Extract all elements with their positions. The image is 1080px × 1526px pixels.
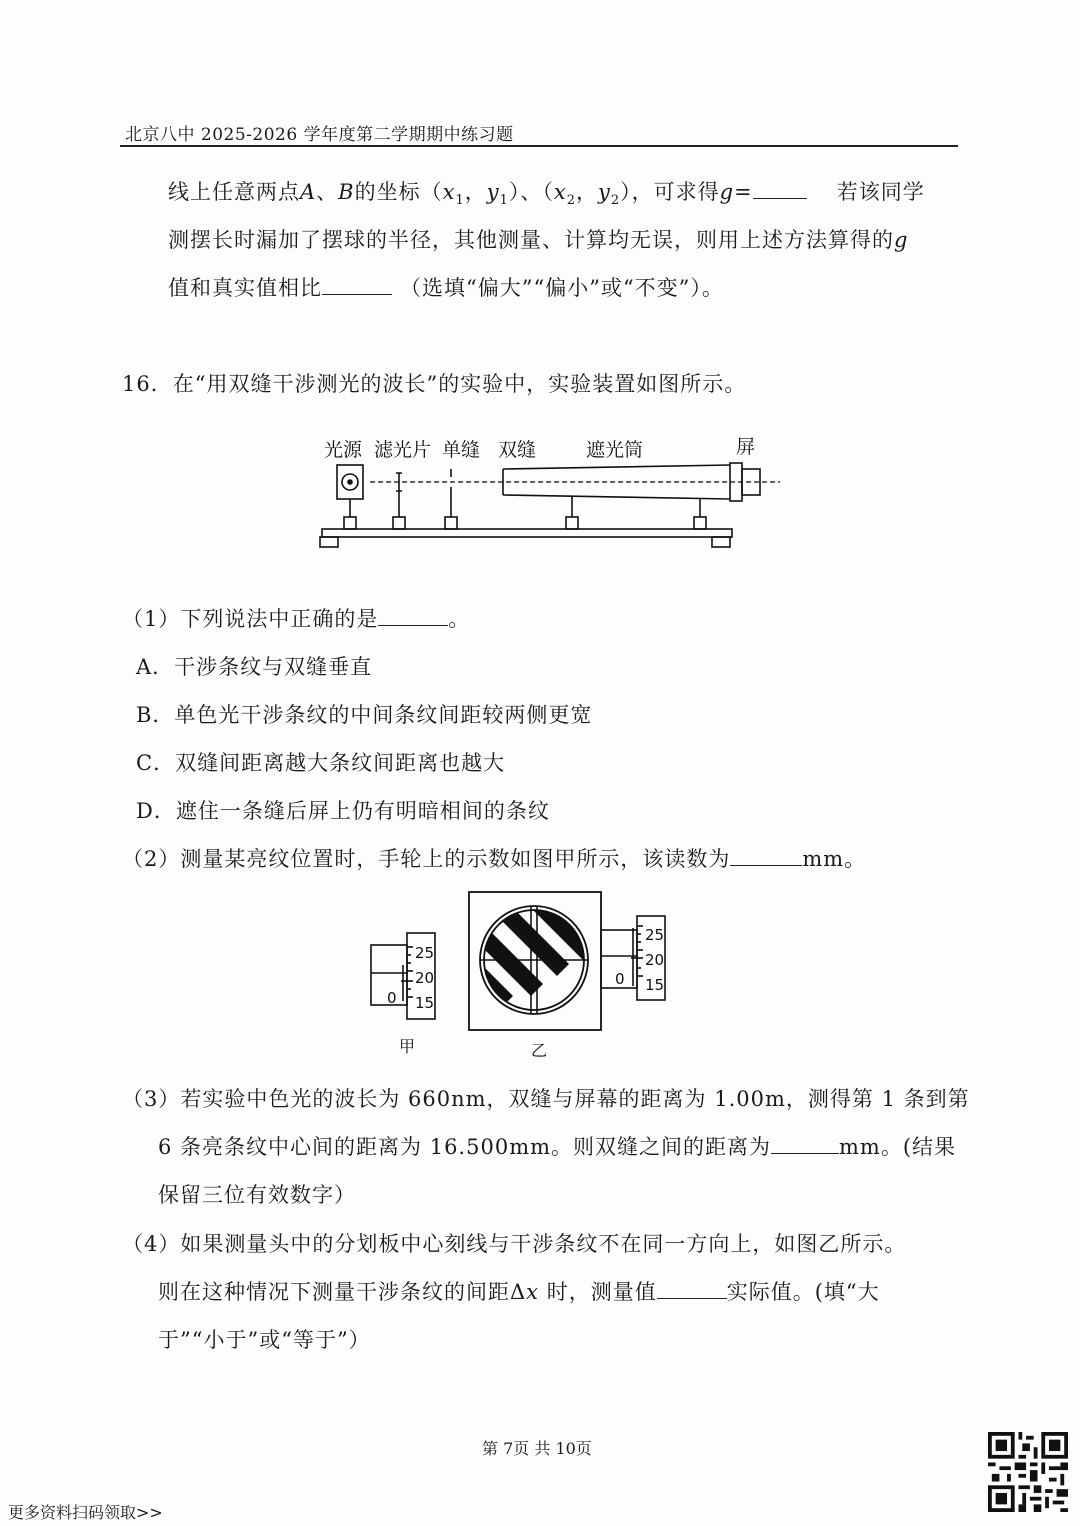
text: 6 条亮条纹中心间的距离为 16.500mm。则双缝之间的距离为 [158, 1135, 772, 1159]
option-c: C．双缝间距离越大条纹间距离也越大 [136, 751, 506, 775]
text: 若该同学 [836, 180, 925, 204]
figure-label-yi: 乙 [531, 1041, 548, 1060]
text: = [734, 180, 753, 204]
figure-label-jia: 甲 [399, 1037, 416, 1056]
text: ）、（ [508, 180, 554, 204]
label-screen: 屏 [736, 436, 756, 458]
answer-blank[interactable] [657, 1280, 727, 1299]
text: 、 [316, 180, 339, 204]
answer-blank[interactable] [378, 607, 448, 626]
q16-part1 [122, 603, 470, 633]
q16-part3-line2 [158, 1131, 956, 1161]
tick-25: 25 [645, 926, 665, 944]
var-x: x [526, 1280, 540, 1304]
point-a: A [300, 180, 317, 204]
q16-part4-line3: 于”“小于”或“等于”） [158, 1328, 371, 1352]
figure-yi [465, 888, 690, 1063]
figure-jia [365, 925, 455, 1060]
header-divider [120, 145, 958, 147]
tick-20: 20 [415, 969, 435, 987]
option-b: B．单色光干涉条纹的中间条纹间距较两侧更宽 [136, 703, 593, 727]
text: 时，测量值 [539, 1280, 657, 1304]
answer-blank[interactable] [753, 180, 807, 199]
text: 则在这种情况下测量干涉条纹的间距Δ [158, 1280, 527, 1304]
text: （选填“偏大”“偏小”或“不变”）。 [400, 276, 724, 300]
var-x: x [442, 180, 456, 204]
text: 值和真实值相比 [168, 276, 322, 300]
label-double-slit: 双缝 [498, 439, 537, 461]
text: ），可求得 [620, 180, 720, 204]
q16-part4-line1: （4）如果测量头中的分划板中心刻线与干涉条纹不在同一方向上，如图乙所示。 [122, 1232, 907, 1256]
var-y: y [598, 180, 611, 204]
apparatus-figure [310, 425, 790, 560]
q16-part3-line1: （3）若实验中色光的波长为 660nm，双缝与屏幕的距离为 1.00m，测得第 1 条到第 [122, 1087, 970, 1111]
point-b: B [338, 180, 355, 204]
text: 的坐标（ [354, 180, 443, 204]
var-g: g [894, 228, 909, 252]
label-single-slit: 单缝 [442, 439, 481, 461]
light-tube [503, 465, 730, 499]
text: 。 [448, 607, 471, 631]
text: 测摆长时漏加了摆球的半径，其他测量、计算均无误，则用上述方法算得的 [168, 228, 894, 252]
subscript: 1 [499, 193, 509, 209]
bench-foot [320, 537, 338, 547]
option-d: D．遮住一条缝后屏上仍有明暗相间的条纹 [136, 799, 550, 823]
label-tube: 遮光筒 [586, 439, 644, 461]
tick-0: 0 [615, 970, 625, 988]
subscript: 2 [610, 193, 621, 209]
text: （1）下列说法中正确的是 [122, 607, 379, 631]
q15-line-3 [168, 272, 724, 302]
answer-blank[interactable] [322, 276, 392, 295]
text: ， [464, 180, 487, 204]
text: 实际值。(填“大 [726, 1280, 880, 1304]
q15-line-2 [168, 224, 908, 254]
page-header: 北京八中 2025-2026 学年度第二学期期中练习题 [125, 125, 514, 145]
text: 线上任意两点 [168, 180, 300, 204]
text: mm。 [802, 847, 867, 871]
more-resources-text: 更多资料扫码领取>> [8, 1503, 163, 1522]
bench-foot [712, 537, 730, 547]
page-number: 第 7页 共 10页 [482, 1439, 592, 1458]
tick-15: 15 [645, 976, 665, 994]
var-x: x [553, 180, 567, 204]
optical-bench [322, 529, 732, 537]
q16-part3-line3: 保留三位有效数字） [158, 1183, 356, 1207]
tick-15: 15 [415, 994, 435, 1012]
qr-code-icon[interactable] [988, 1432, 1068, 1512]
label-light-source: 光源 [324, 439, 363, 461]
tick-20: 20 [645, 951, 665, 969]
option-a: A．干涉条纹与双缝垂直 [136, 655, 373, 679]
var-y: y [486, 180, 500, 204]
text: ， [576, 180, 599, 204]
label-filter: 滤光片 [374, 439, 432, 461]
var-g: g [719, 180, 735, 204]
q16-part4-line2 [158, 1276, 880, 1306]
answer-blank[interactable] [730, 847, 802, 866]
text: mm。(结果 [839, 1135, 957, 1159]
text: （2）测量某亮纹位置时，手轮上的示数如图甲所示，该读数为 [122, 847, 731, 871]
q16-part2 [122, 843, 866, 873]
q16-title: 16．在“用双缝干涉测光的波长”的实验中，实验装置如图所示。 [122, 372, 747, 396]
tick-25: 25 [415, 944, 435, 962]
subscript: 2 [566, 193, 577, 209]
answer-blank[interactable] [771, 1135, 839, 1154]
tick-0: 0 [387, 989, 397, 1007]
subscript: 1 [455, 193, 465, 209]
q15-line-1 [168, 176, 925, 208]
